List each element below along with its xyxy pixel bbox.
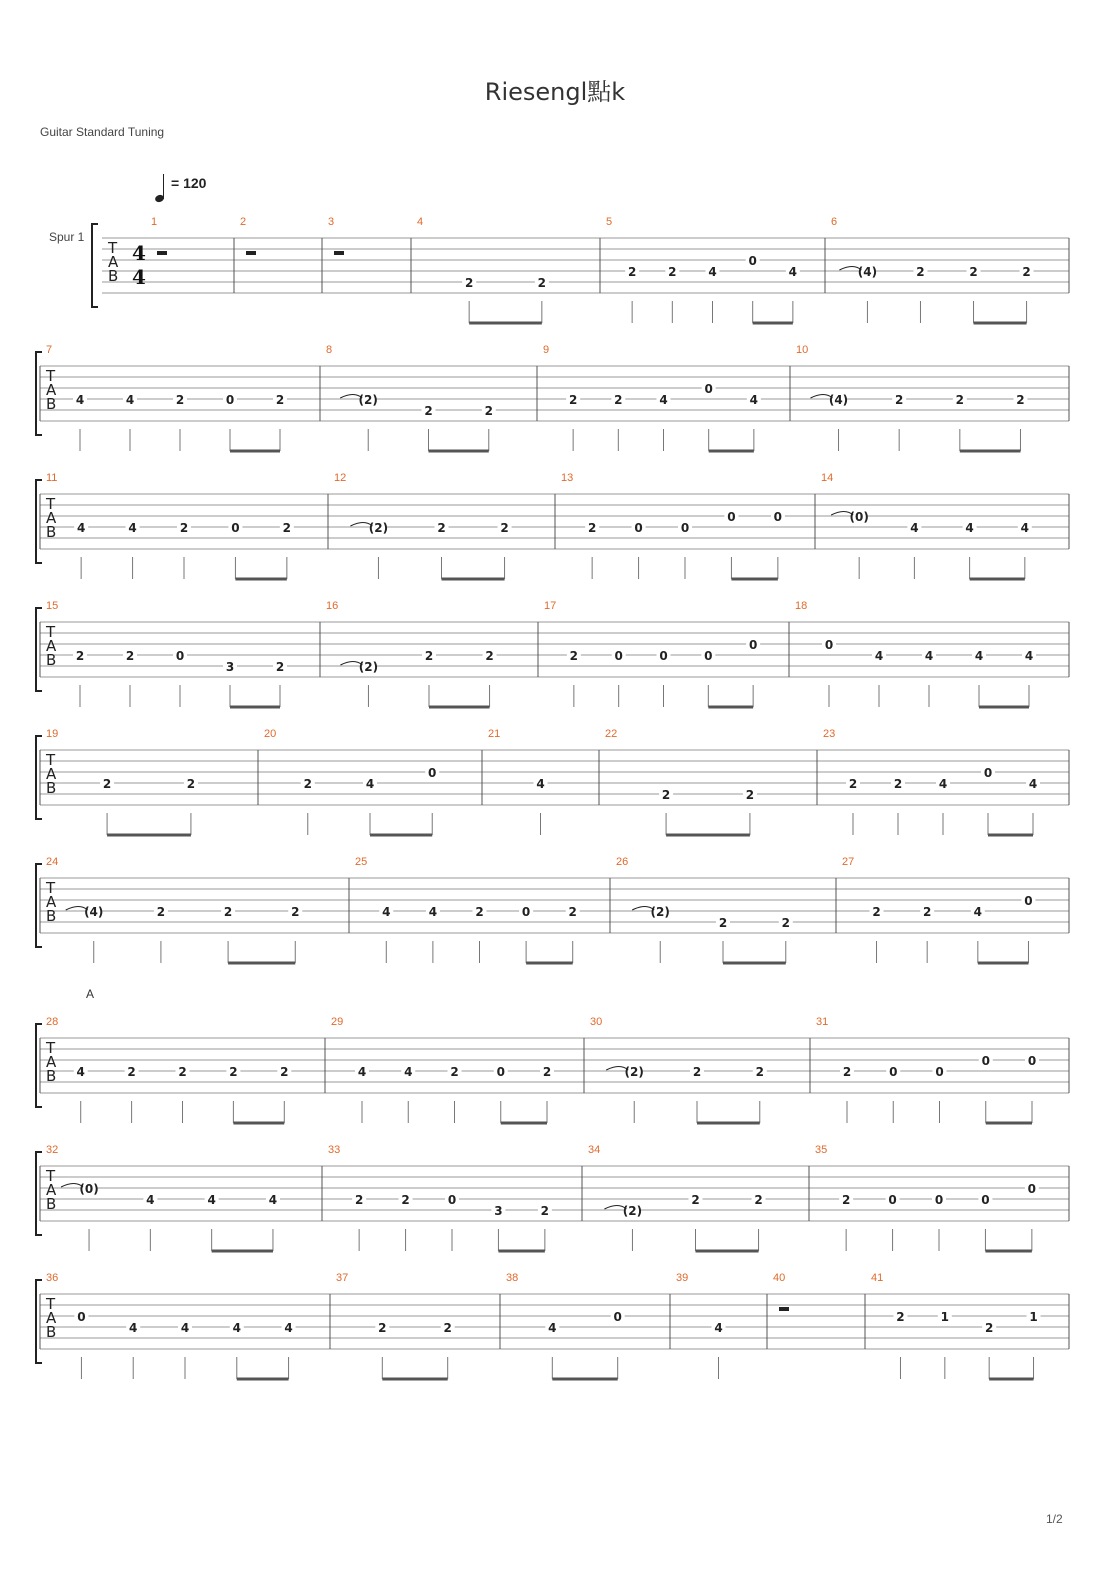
measure-number: 5 (606, 216, 613, 228)
fret-number: 2 (842, 1065, 852, 1079)
measure-number: 12 (334, 472, 347, 484)
fret-number: 0 (704, 382, 713, 396)
fret-number: 0 (1027, 1054, 1037, 1068)
fret-number: 4 (125, 393, 135, 407)
measure-number: 11 (46, 472, 58, 484)
fret-number: 0 (934, 1193, 944, 1207)
fret-number: (2) (622, 1204, 643, 1218)
fret-number: 4 (146, 1193, 155, 1207)
fret-number: 0 (704, 649, 713, 663)
song-title: Riesengl點k (484, 78, 626, 106)
tab-clef-letter: A (46, 637, 57, 655)
measure-number: 34 (588, 1144, 601, 1156)
fret-number: 4 (75, 393, 85, 407)
system-bracket (92, 224, 98, 307)
fret-number: 2 (718, 916, 728, 930)
tab-clef-letter: B (46, 651, 57, 669)
fret-number: 0 (77, 1310, 86, 1324)
system-bracket (36, 352, 42, 435)
fret-number: 0 (1024, 894, 1033, 908)
fret-number: 2 (484, 404, 493, 418)
fret-number: 0 (680, 521, 690, 535)
measure-number: 17 (544, 600, 557, 612)
fret-number: (4) (828, 393, 849, 407)
fret-number: 2 (378, 1321, 387, 1335)
tab-clef-letter: T (46, 751, 56, 769)
fret-number: 1 (940, 1310, 950, 1324)
fret-number: 4 (1020, 521, 1030, 535)
measure-number: 2 (240, 216, 247, 228)
fret-number: 2 (661, 788, 671, 802)
fret-number: 2 (178, 1065, 187, 1079)
fret-number: 4 (357, 1065, 367, 1079)
fret-number: 4 (284, 1321, 293, 1335)
measure-number: 24 (46, 856, 59, 868)
fret-number: (0) (79, 1182, 99, 1196)
fret-number: 0 (824, 638, 834, 652)
tab-clef-letter: A (46, 1309, 57, 1327)
fret-number: 2 (537, 276, 547, 290)
time-signature-bottom: 4 (132, 265, 146, 289)
fret-number: 2 (280, 1065, 289, 1079)
tab-clef-letter: B (46, 1067, 57, 1085)
fret-number: 2 (587, 521, 597, 535)
fret-number: (4) (84, 905, 104, 919)
system-bracket (36, 608, 42, 691)
tab-clef-letter: B (46, 1323, 57, 1341)
system-bracket (36, 480, 42, 563)
fret-number: 4 (965, 521, 974, 535)
rest-symbol (157, 251, 167, 255)
fret-number: 0 (428, 766, 437, 780)
fret-number: 2 (156, 905, 166, 919)
fret-number: 0 (659, 649, 668, 663)
fret-number: 4 (382, 905, 391, 919)
fret-number: 0 (496, 1065, 505, 1079)
fret-number: 4 (708, 265, 717, 279)
tuning-label: Guitar Standard Tuning (40, 125, 165, 139)
fret-number: 2 (275, 660, 285, 674)
measure-number: 9 (543, 344, 550, 356)
fret-number: 4 (788, 265, 798, 279)
tab-clef-letter: T (46, 1167, 56, 1185)
fret-number: 2 (542, 1065, 552, 1079)
tab-clef-letter: T (108, 239, 118, 257)
fret-number: 0 (748, 638, 758, 652)
measure-number: 32 (46, 1144, 59, 1156)
measure-number: 16 (326, 600, 339, 612)
measure-number: 4 (417, 216, 424, 228)
fret-number: 3 (225, 660, 235, 674)
tab-clef-letter: T (46, 879, 56, 897)
fret-number: 4 (536, 777, 545, 791)
measure-number: 19 (46, 728, 59, 740)
fret-number: 4 (659, 393, 668, 407)
rest-symbol (334, 251, 344, 255)
fret-number: 2 (755, 1065, 764, 1079)
fret-number: 2 (745, 788, 755, 802)
fret-number: 2 (424, 404, 433, 418)
fret-number: 2 (282, 521, 292, 535)
measure-number: 15 (46, 600, 59, 612)
tab-clef-letter: A (46, 1181, 57, 1199)
fret-number: 2 (781, 916, 790, 930)
fret-number: 2 (627, 265, 637, 279)
time-signature-top: 4 (132, 241, 146, 265)
fret-number: 2 (848, 777, 858, 791)
measure-number: 31 (816, 1016, 829, 1028)
track-name: Spur 1 (49, 230, 85, 244)
fret-number: 2 (916, 265, 925, 279)
measure-number: 18 (795, 600, 808, 612)
measure-number: 13 (561, 472, 574, 484)
fret-number: 2 (401, 1193, 410, 1207)
fret-number: 4 (128, 521, 137, 535)
measure-number: 3 (328, 216, 335, 228)
fret-number: 0 (1027, 1182, 1037, 1196)
fret-number: 0 (447, 1193, 457, 1207)
tab-clef-letter: B (46, 1195, 57, 1213)
fret-number: 4 (76, 1065, 85, 1079)
fret-number: 2 (500, 521, 509, 535)
fret-number: 4 (1024, 649, 1034, 663)
fret-number: 4 (129, 1321, 138, 1335)
fret-number: 4 (548, 1321, 557, 1335)
fret-number: 2 (614, 393, 623, 407)
fret-number: 4 (428, 905, 438, 919)
tempo-value: = 120 (171, 175, 207, 191)
tab-clef-letter: B (46, 395, 57, 413)
fret-number: 2 (969, 265, 978, 279)
fret-number: (0) (849, 510, 869, 524)
fret-number: 2 (303, 777, 312, 791)
fret-number: 2 (437, 521, 446, 535)
fret-number: (2) (624, 1065, 644, 1079)
fret-number: 2 (754, 1193, 763, 1207)
measure-number: 27 (842, 856, 855, 868)
fret-number: 2 (179, 521, 189, 535)
tab-clef-letter: B (46, 523, 57, 541)
measure-number: 21 (488, 728, 501, 740)
system-bracket (36, 736, 42, 819)
fret-number: 2 (896, 1310, 905, 1324)
fret-number: 0 (935, 1065, 944, 1079)
measure-number: 29 (331, 1016, 344, 1028)
measure-number: 10 (796, 344, 809, 356)
fret-number: 4 (207, 1193, 216, 1207)
rest-symbol (246, 251, 256, 255)
fret-number: 2 (893, 777, 903, 791)
fret-number: 0 (613, 1310, 622, 1324)
page-number: 1/2 (1046, 1512, 1063, 1526)
tab-clef-letter: A (46, 1053, 57, 1071)
measure-number: 23 (823, 728, 836, 740)
measure-number: 35 (815, 1144, 828, 1156)
fret-number: 0 (614, 649, 623, 663)
system-bracket (36, 864, 42, 947)
measure-number: 1 (151, 216, 158, 228)
fret-number: 2 (922, 905, 932, 919)
fret-number: 2 (475, 905, 484, 919)
fret-number: 0 (175, 649, 185, 663)
fret-number: 0 (521, 905, 531, 919)
fret-number: 0 (981, 1054, 990, 1068)
fret-number: 2 (354, 1193, 364, 1207)
tab-clef-letter: T (46, 1295, 56, 1313)
measure-number: 26 (616, 856, 629, 868)
measure-number: 6 (831, 216, 838, 228)
fret-number: 2 (186, 777, 196, 791)
fret-number: (2) (358, 660, 379, 674)
fret-number: 4 (974, 649, 984, 663)
fret-number: 0 (981, 1193, 990, 1207)
fret-number: 4 (1028, 777, 1038, 791)
fret-number: 2 (229, 1065, 238, 1079)
measure-number: 30 (590, 1016, 603, 1028)
section-marker: A (86, 987, 95, 1001)
fret-number: 2 (668, 265, 677, 279)
fret-number: 0 (889, 1065, 898, 1079)
fret-number: 4 (232, 1321, 241, 1335)
fret-number: 1 (1029, 1310, 1038, 1324)
tab-clef-letter: A (108, 253, 119, 271)
fret-number: 2 (125, 649, 135, 663)
fret-number: 2 (955, 393, 965, 407)
fret-number: 0 (231, 521, 240, 535)
fret-number: 4 (749, 393, 759, 407)
fret-number: 4 (76, 521, 86, 535)
tab-clef-letter: T (46, 623, 56, 641)
fret-number: 2 (691, 1193, 700, 1207)
fret-number: 2 (424, 649, 434, 663)
tab-clef-letter: A (46, 509, 57, 527)
fret-number: 2 (568, 393, 578, 407)
fret-number: 4 (365, 777, 375, 791)
fret-number: 2 (464, 276, 474, 290)
measure-number: 33 (328, 1144, 341, 1156)
fret-number: 4 (714, 1321, 723, 1335)
fret-number: 0 (983, 766, 993, 780)
fret-number: 2 (540, 1204, 550, 1218)
fret-number: 2 (872, 905, 881, 919)
fret-number: 2 (102, 777, 112, 791)
fret-number: 2 (894, 393, 904, 407)
fret-number: 2 (275, 393, 285, 407)
measure-number: 28 (46, 1016, 59, 1028)
fret-number: (2) (368, 521, 389, 535)
tab-clef-letter: B (46, 779, 57, 797)
measure-number: 36 (46, 1272, 59, 1284)
fret-number: 0 (773, 510, 783, 524)
fret-number: 2 (443, 1321, 452, 1335)
measure-number: 40 (773, 1272, 786, 1284)
measure-number: 20 (264, 728, 277, 740)
fret-number: 4 (938, 777, 948, 791)
measure-number: 39 (676, 1272, 689, 1284)
fret-number: 2 (223, 905, 233, 919)
fret-number: 2 (485, 649, 494, 663)
tab-clef-letter: T (46, 367, 56, 385)
fret-number: (4) (857, 265, 878, 279)
fret-number: 4 (404, 1065, 413, 1079)
fret-number: 2 (175, 393, 185, 407)
measure-number: 7 (46, 344, 53, 356)
fret-number: 4 (924, 649, 934, 663)
fret-number: 0 (748, 254, 757, 268)
tab-clef-letter: A (46, 893, 57, 911)
fret-number: 2 (1022, 265, 1031, 279)
fret-number: 2 (984, 1321, 994, 1335)
fret-number: 2 (569, 649, 579, 663)
fret-number: 4 (910, 521, 919, 535)
fret-number: 0 (727, 510, 736, 524)
fret-number: 4 (973, 905, 983, 919)
tab-clef-letter: A (46, 765, 57, 783)
tab-clef-letter: B (108, 267, 119, 285)
measure-number: 8 (326, 344, 333, 356)
measure-number: 14 (821, 472, 834, 484)
measure-number: 22 (605, 728, 618, 740)
fret-number: 2 (291, 905, 300, 919)
measure-number: 38 (506, 1272, 519, 1284)
fret-number: 2 (450, 1065, 459, 1079)
fret-number: 2 (75, 649, 85, 663)
system-bracket (36, 1152, 42, 1235)
system-bracket (36, 1280, 42, 1363)
tab-clef-letter: A (46, 381, 57, 399)
measure-number: 37 (336, 1272, 349, 1284)
tab-clef-letter: T (46, 495, 56, 513)
measure-number: 25 (355, 856, 368, 868)
fret-number: 4 (874, 649, 884, 663)
fret-number: 3 (494, 1204, 503, 1218)
system-bracket (36, 1024, 42, 1107)
fret-number: 2 (841, 1193, 851, 1207)
fret-number: (2) (358, 393, 378, 407)
fret-number: 2 (692, 1065, 702, 1079)
fret-number: (2) (650, 905, 670, 919)
fret-number: 2 (1016, 393, 1025, 407)
tab-clef-letter: B (46, 907, 57, 925)
tab-clef-letter: T (46, 1039, 56, 1057)
fret-number: 0 (225, 393, 235, 407)
fret-number: 2 (127, 1065, 136, 1079)
fret-number: 0 (888, 1193, 897, 1207)
rest-symbol (779, 1307, 789, 1311)
fret-number: 4 (268, 1193, 278, 1207)
measure-number: 41 (871, 1272, 884, 1284)
fret-number: 0 (634, 521, 643, 535)
fret-number: 2 (568, 905, 577, 919)
fret-number: 4 (180, 1321, 190, 1335)
